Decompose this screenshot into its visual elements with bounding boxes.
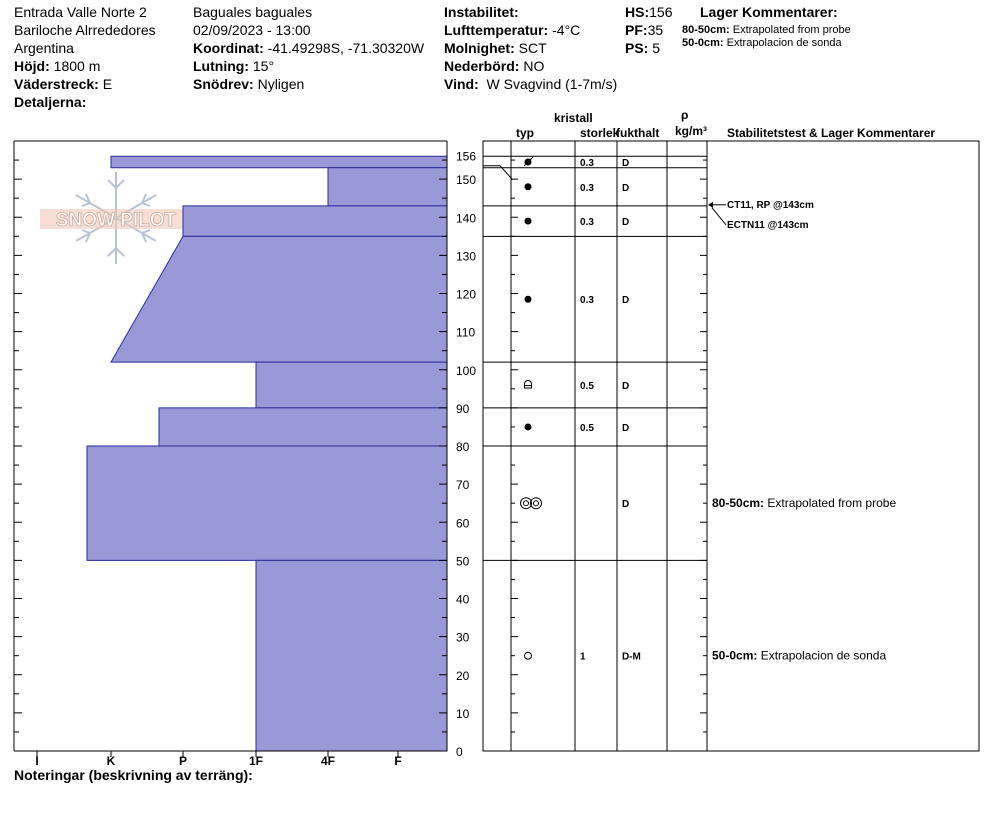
hs-field: HS:156 — [625, 4, 673, 20]
size-column-header: storlek — [580, 126, 620, 140]
air-temperature-field: Lufttemperatur: -4°C — [444, 22, 581, 38]
hardness-tick-label: F — [394, 754, 402, 768]
precipitation-field: Nederbörd: NO — [444, 58, 545, 74]
rounded-grain-icon — [525, 423, 532, 430]
depth-hoar-icon — [525, 381, 532, 388]
melt-form-icon — [525, 652, 532, 659]
top-connector — [483, 166, 512, 179]
aspect-field: Väderstreck: E — [14, 76, 113, 92]
height-tick-label: 70 — [456, 478, 470, 493]
height-tick-label: 80 — [456, 440, 470, 454]
height-tick-label: 150 — [456, 173, 477, 188]
stability-notes — [708, 200, 896, 663]
layer-note-2: 50-0cm: Extrapolacion de sonda — [712, 648, 887, 663]
faceted-rounded-grain-slash — [524, 157, 533, 166]
height-tick-label: 110 — [456, 325, 476, 340]
crystal-size: 0.5 — [580, 422, 594, 434]
layer-comment-1: 80-50cm: Extrapolated from probe — [682, 24, 851, 36]
stability-arrowhead-1 — [708, 202, 713, 208]
height-tick-label: 140 — [456, 211, 477, 226]
layer-comments-title: Lager Kommentarer: — [700, 4, 838, 20]
layer-note-1: 80-50cm: Extrapolated from probe — [712, 496, 897, 511]
wetness-column-header: fukthalt — [616, 126, 660, 140]
region-name: Bariloche Alrrededores — [14, 22, 156, 38]
rounded-grain-icon — [525, 218, 532, 225]
layer-comment-2: 50-0cm: Extrapolacion de sonda — [682, 37, 842, 49]
height-tick-label: 90 — [456, 401, 470, 416]
stability-column-header: Stabilitetstest & Lager Kommentarer — [727, 126, 936, 140]
crystal-size: 0.3 — [580, 217, 594, 229]
height-tick-label: 50 — [456, 554, 470, 569]
slope-field: Lutning: 15° — [193, 58, 275, 74]
wetness-value: D — [622, 422, 630, 434]
wind-loading-field: Snödrev: Nyligen — [193, 76, 305, 92]
hardness-layer-2 — [328, 168, 447, 206]
location-name: Entrada Valle Norte 2 — [14, 4, 147, 20]
observation-datetime: 02/09/2023 - 13:00 — [193, 22, 311, 38]
crystal-size: 0.5 — [580, 381, 594, 392]
table-rows — [483, 156, 707, 751]
faceted-rounded-grain-icon — [525, 158, 532, 165]
hs-tick-label: 156 — [456, 149, 477, 164]
melt-cluster-icon-2 — [531, 498, 542, 509]
wetness-value: D — [622, 499, 630, 511]
logo-text: SNOW PILOT — [55, 210, 177, 231]
stability-arrow-2 — [712, 208, 726, 225]
pf-field: PF:35 — [625, 22, 664, 38]
hardness-layer-5 — [256, 362, 447, 408]
rounded-grain-icon — [525, 183, 532, 190]
height-tick-label: 0 — [456, 745, 463, 759]
hardness-tick-label: 1F — [248, 754, 264, 768]
height-tick-label: 20 — [456, 668, 470, 683]
table-border — [483, 141, 979, 751]
country-name: Argentina — [14, 40, 74, 56]
wetness-value: D — [622, 295, 630, 307]
height-tick-label: 120 — [456, 287, 477, 302]
table-frame — [483, 141, 979, 751]
ps-field: PS: 5 — [625, 40, 661, 56]
wetness-value: D — [622, 182, 630, 194]
hardness-layer-7 — [87, 446, 447, 560]
stability-test-2: ECTN11 @143cm — [727, 219, 809, 231]
site-name: Baguales baguales — [193, 4, 313, 20]
rounded-grain-icon — [525, 296, 532, 303]
hardness-tick-label: 4F — [320, 754, 336, 768]
height-tick-label: 130 — [456, 249, 477, 264]
coordinates-field: Koordinat: -41.49298S, -71.30320W — [193, 40, 425, 56]
wetness-value: D — [622, 157, 630, 169]
height-tick-label: 100 — [456, 363, 477, 378]
crystal-column-header: kristall — [554, 111, 593, 125]
hardness-tick-label: K — [106, 754, 116, 768]
hardness-tick-label: I — [35, 754, 39, 768]
wetness-value: D — [622, 217, 630, 229]
height-tick-label: 40 — [456, 592, 470, 607]
melt-cluster-inner — [524, 501, 529, 506]
hardness-tick-label: P — [178, 754, 188, 768]
details-field: Detaljerna: — [14, 94, 87, 110]
instability-field: Instabilitet: — [444, 4, 519, 20]
density-symbol: ρ — [681, 108, 689, 122]
hardness-layer-8 — [256, 560, 447, 751]
sky-cover-field: Molnighet: SCT — [444, 40, 547, 56]
height-tick-label: 10 — [456, 706, 470, 721]
wetness-value: D-M — [622, 651, 641, 663]
height-tick-label: 30 — [456, 630, 470, 645]
crystal-size: 0.3 — [580, 295, 594, 307]
hardness-layer-3 — [183, 206, 447, 237]
type-column-header: typ — [516, 126, 534, 140]
crystal-size: 0.3 — [580, 157, 594, 169]
crystal-size: 1 — [580, 651, 586, 663]
elevation-field: Höjd: 1800 m — [14, 58, 101, 74]
wind-field: Vind: W Svagvind (1-7m/s) — [444, 76, 618, 92]
density-unit: kg/m³ — [675, 124, 708, 138]
melt-cluster-icon — [521, 498, 532, 509]
wetness-value: D — [622, 381, 630, 392]
stability-test-1: CT11, RP @143cm — [727, 199, 814, 211]
crystal-size: 0.3 — [580, 182, 594, 194]
melt-cluster-inner-2 — [534, 501, 539, 506]
snowpilot-logo — [38, 170, 198, 270]
notes-label: Noteringar (beskrivning av terräng): — [14, 767, 253, 783]
hardness-layer-6 — [159, 408, 447, 446]
height-tick-label: 60 — [456, 516, 470, 531]
hardness-layer-1 — [111, 156, 447, 167]
